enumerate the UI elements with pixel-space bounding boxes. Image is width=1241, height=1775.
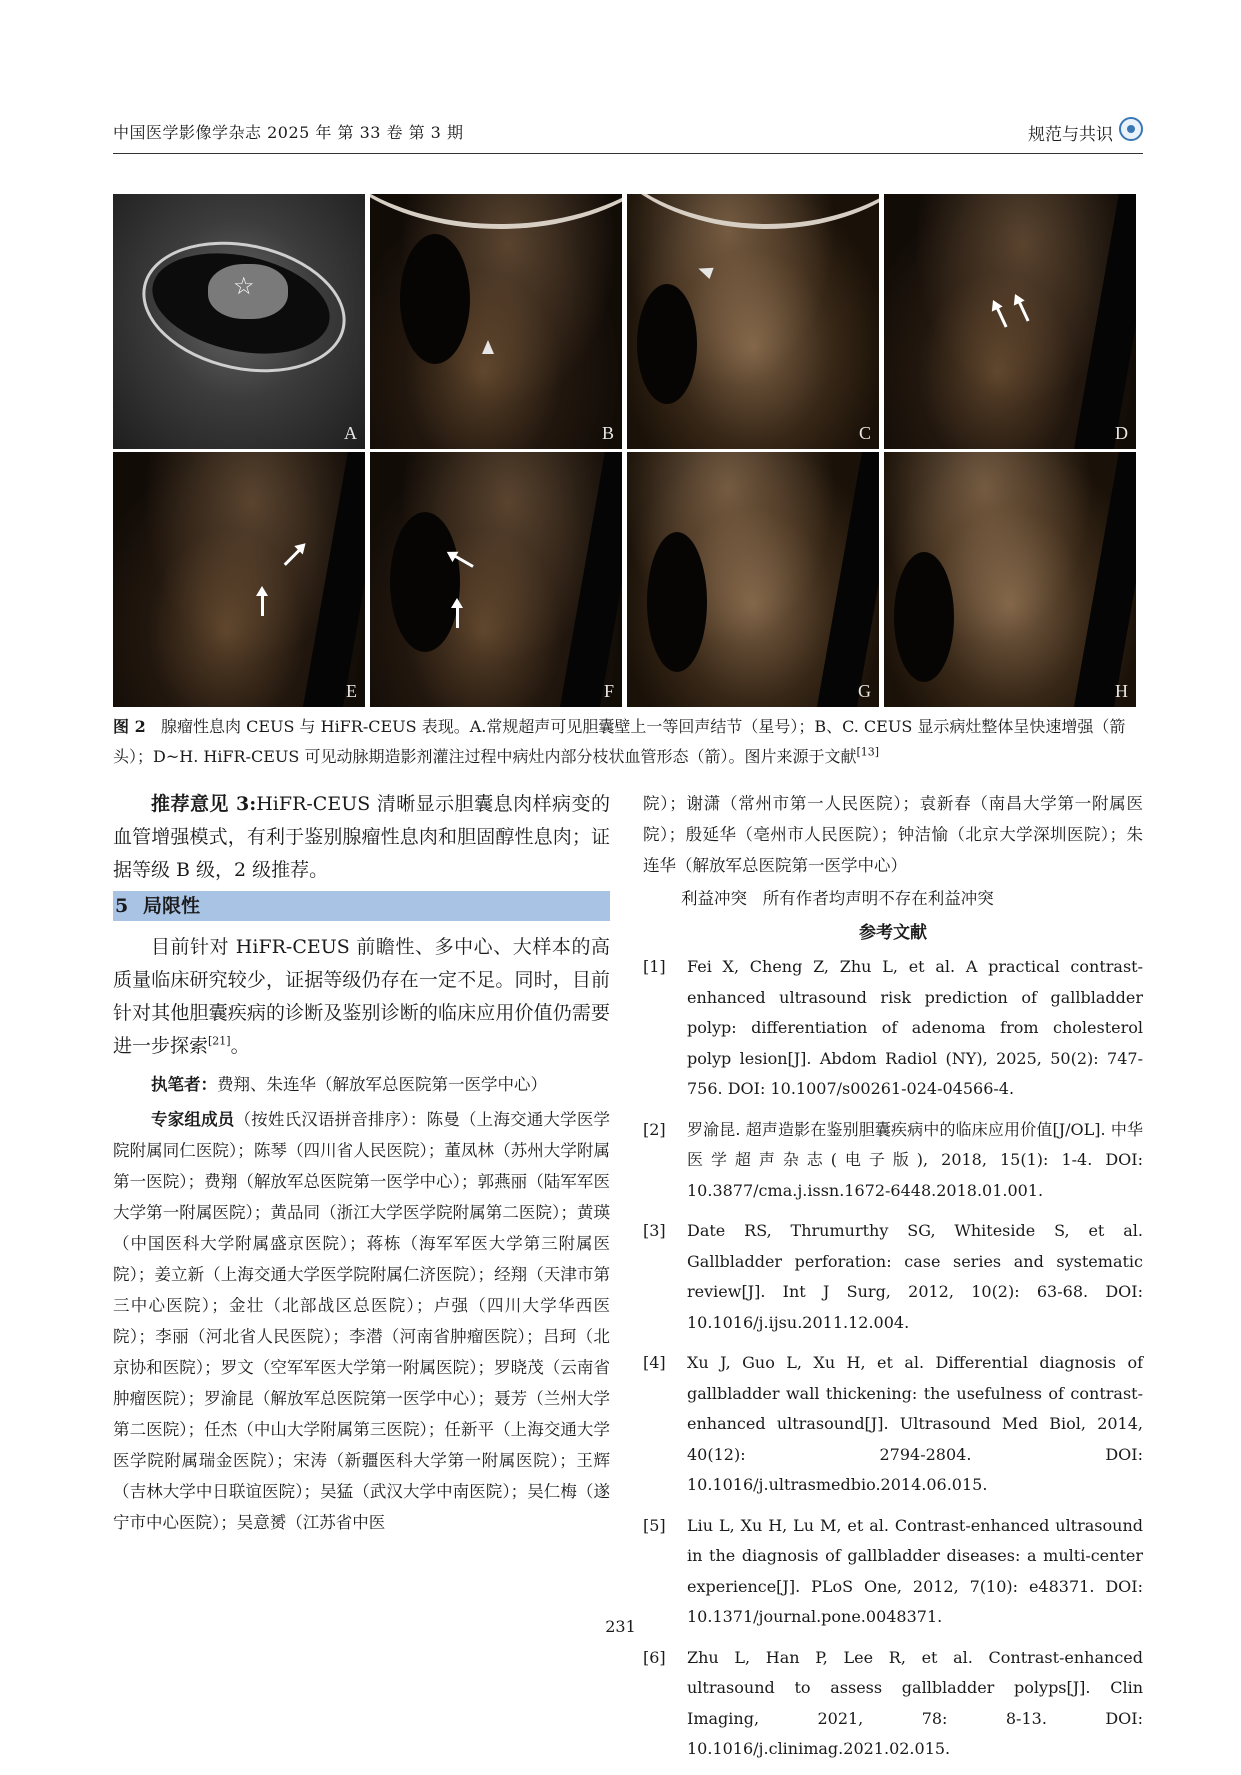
- reference-item: [643, 1348, 1143, 1501]
- figure-panel-f: [370, 452, 622, 707]
- page-number: 231: [605, 1617, 636, 1636]
- conflict-label: 利益冲突: [681, 889, 747, 908]
- panel-label: G: [858, 681, 871, 701]
- reference-item: [643, 1216, 1143, 1338]
- caption-label: 图 2: [113, 717, 146, 736]
- fan-arc: [627, 194, 879, 229]
- reference-number: [6]: [643, 1647, 666, 1667]
- limitation-text: 目前针对 HiFR-CEUS 前瞻性、多中心、大样本的高质量临床研究较少，证据等级仍存在一定不足。同时，目前针对其他胆囊疾病的诊断及鉴别诊断的临床应用价值仍需要进一步探索: [113, 936, 610, 1057]
- reference-number: [3]: [643, 1221, 666, 1240]
- arrow-icon: [995, 306, 1007, 327]
- panel-label: A: [344, 423, 357, 443]
- fan-edge-right: [816, 452, 879, 707]
- references-title: 参考文献: [859, 923, 927, 943]
- figure-panel-b: [370, 194, 622, 449]
- lesion-void: [894, 552, 954, 682]
- reference-item: [643, 1643, 1143, 1765]
- arrow-icon: [456, 606, 459, 628]
- authors-line: [113, 1069, 610, 1100]
- reference-text: Zhu L, Han P, Lee R, et al. Contrast-enhanced ultrasound to assess gallbladder polyps[J]. Clin Imaging, 2021, 78: 8-13. DOI: 10.1016/j.clinimag.2021.02.015.: [687, 1647, 1143, 1758]
- header-rule: [113, 153, 1143, 154]
- reference-item: [643, 1511, 1143, 1633]
- reference-text: Liu L, Xu H, Lu M, et al. Contrast-enhanced ultrasound in the diagnosis of gallbladder diseases: a multi-center experience[J]. PLoS One, 2012, 7(10): e48371. DOI: 10.1371/journal.pone.0048371.: [687, 1515, 1143, 1626]
- reference-text: Xu J, Guo L, Xu H, et al. Differential diagnosis of gallbladder wall thickening: the usefulness of contrast-enhanced ultrasound[J]. Ultrasound Med Biol, 2014, 40(12): 2794-2804. DOI: 10.1016/j.ultrasmedbio.2014.06.015.: [687, 1353, 1143, 1494]
- running-header: [113, 120, 1143, 150]
- fan-edge-right: [1073, 194, 1136, 449]
- limitation-ref: [21]: [208, 1034, 231, 1048]
- lesion-void: [647, 532, 707, 672]
- recommendation-label: 推荐意见 3:: [151, 793, 257, 815]
- recommendation-paragraph: [113, 788, 610, 887]
- panel-label: F: [603, 681, 614, 701]
- recommendation-text: HiFR-CEUS 清晰显示胆囊息肉样病变的血管增强模式，有利于鉴别腺瘤性息肉和胆固醇性息肉；证据等级 B 级，2 级推荐。: [113, 793, 610, 881]
- figure-panel-h: [884, 452, 1136, 707]
- reference-text: Date RS, Thrumurthy SG, Whiteside S, et al. Gallbladder perforation: case series and systematic review[J]. Int J Surg, 2012, 10(2): 63-68. DOI: 10.1016/j.ijsu.2011.12.004.: [687, 1221, 1143, 1332]
- journal-logo-icon: [1119, 117, 1143, 141]
- arrow-icon: [261, 594, 264, 616]
- experts-continued: 院）；谢潇（常州市第一人民医院）；袁新春（南昌大学第一附属医院）；殷延华（亳州市人民医院）；钟洁愉（北京大学深圳医院）；朱连华（解放军总医院第一医学中心）: [643, 794, 1143, 875]
- reference-number: [4]: [643, 1353, 666, 1372]
- panel-label: D: [1115, 423, 1128, 443]
- conflict-line: [643, 883, 1143, 914]
- reference-item: [643, 952, 1143, 1105]
- reference-number: [1]: [643, 957, 666, 976]
- section-name: 规范与共识: [1028, 125, 1113, 145]
- figure-panel-a: [113, 194, 365, 449]
- left-column: [113, 788, 610, 1538]
- reference-number: [2]: [643, 1119, 666, 1139]
- caption-ref: [13]: [856, 745, 880, 759]
- fan-edge-right: [1073, 452, 1136, 707]
- authors-label: 执笔者：: [151, 1075, 217, 1094]
- fan-arc: [370, 194, 622, 229]
- arrow-icon: [284, 548, 302, 566]
- panel-label: H: [1115, 681, 1128, 701]
- star-marker-icon: ☆: [233, 272, 255, 300]
- caption-text: 腺瘤性息肉 CEUS 与 HiFR-CEUS 表现。A.常规超声可见胆囊壁上一等回声结节（星号）；B、C. CEUS 显示病灶整体呈快速增强（箭头）；D~H. HiFR-CEUS 可见动脉期造影剂灌注过程中病灶内部分枝状血管形态（箭）。图片来源于文献: [113, 717, 1126, 766]
- fan-edge-right: [302, 452, 365, 707]
- experts-text: （按姓氏汉语拼音排序）：陈曼（上海交通大学医学院附属同仁医院）；陈琴（四川省人民医院）；董凤林（苏州大学附属第一医院）；费翔（解放军总医院第一医学中心）；郭燕丽（陆军军医大学第一附属医院）；黄品同（浙江大学医学院附属第二医院）；黄瑛（中国医科大学附属盛京医院）；蒋栋（海军军医大学第三附属医院）；姜立新（上海交通大学医学院附属仁济医院）；经翔（天津市第三中心医院）；金壮（北部战区总医院）；卢强（四川大学华西医院）；李丽（河北省人民医院）；李潜（河南省肿瘤医院）；吕珂（北京协和医院）；罗文（空军军医大学第一附属医院）；罗晓茂（云南省肿瘤医院）；罗渝昆（解放军总医院第一医学中心）；聂芳（兰州大学第二医院）；任杰（中山大学附属第三医院）；任新平（上海交通大学医学院附属瑞金医院）；宋涛（新疆医科大学第一附属医院）；王辉（吉林大学中日联谊医院）；吴猛（武汉大学中南医院）；吴仁梅（遂宁市中心医院）；吴意赟（江苏省中医: [113, 1110, 611, 1532]
- reference-number: [5]: [643, 1515, 666, 1535]
- panel-label: C: [858, 423, 871, 443]
- figure-panel-c: [627, 194, 879, 449]
- figure-panel-d: [884, 194, 1136, 449]
- journal-title: 中国医学影像学杂志 2025 年 第 33 卷 第 3 期: [113, 123, 464, 142]
- experts-label: 专家组成员: [151, 1110, 235, 1129]
- arrowhead-icon: [696, 263, 713, 279]
- figure-panel-g: [627, 452, 879, 707]
- limitation-paragraph: [113, 931, 610, 1063]
- section-title: 局限性: [143, 895, 201, 917]
- reference-text: Fei X, Cheng Z, Zhu L, et al. A practical contrast-enhanced ultrasound risk prediction of gallbladder polyp: differentiation of adenoma from cholesterol polyp lesion[J]. Abdom Radiol (NY), 2025, 50(2): 747-756. DOI: 10.1007/s00261-024-04566-4.: [687, 957, 1143, 1098]
- figure-panel-e: [113, 452, 365, 707]
- section-heading: [113, 891, 610, 921]
- fan-edge-right: [559, 452, 622, 707]
- panel-label: B: [601, 423, 614, 443]
- conflict-text: 所有作者均声明不存在利益冲突: [762, 889, 994, 908]
- arrow-icon: [1017, 300, 1029, 321]
- authors-text: 费翔、朱连华（解放军总医院第一医学中心）: [217, 1075, 547, 1094]
- lesion-void: [637, 284, 697, 404]
- limitation-end: 。: [230, 1035, 250, 1057]
- lesion-void: [400, 234, 470, 364]
- panel-label: E: [346, 681, 357, 701]
- arrowhead-icon: [482, 340, 494, 354]
- lesion-void: [390, 512, 460, 652]
- section-number: 5: [115, 895, 129, 917]
- figure-caption: [113, 712, 1143, 772]
- reference-item: [643, 1115, 1143, 1207]
- reference-text: 罗渝昆. 超声造影在鉴别胆囊疾病中的临床应用价值[J/OL]. 中华医学超声杂志(电子版), 2018, 15(1): 1-4. DOI: 10.3877/cma.j.issn.1672-6448.2018.01.001.: [687, 1119, 1143, 1200]
- experts-paragraph: [113, 1104, 610, 1538]
